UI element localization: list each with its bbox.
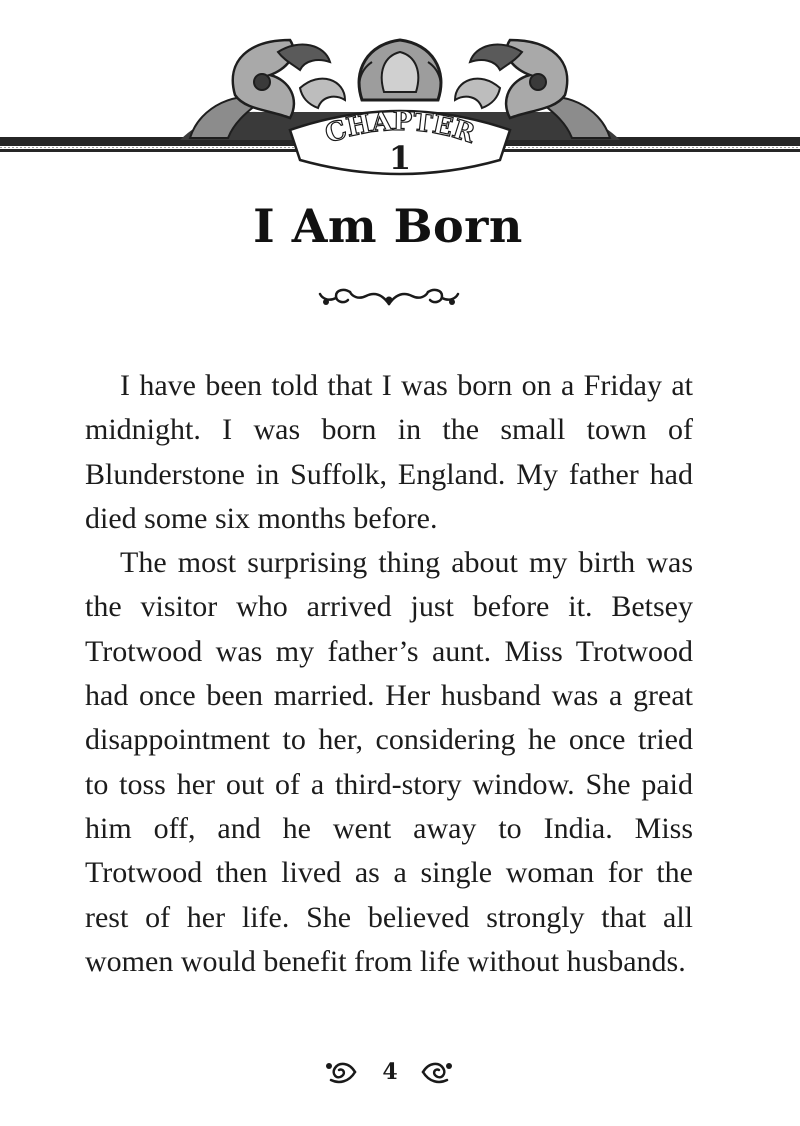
flourish-left-icon (325, 1058, 359, 1086)
page-footer (325, 1056, 455, 1088)
chapter-title: I Am Born (253, 199, 523, 253)
page-number: 4 (382, 1059, 398, 1085)
paragraph: I have been told that I was born on a Friday at midnight. I was born in the small town of Blunderstone in Suffolk, England. My father had died some six months before. (85, 369, 693, 535)
chapter-body (85, 364, 693, 984)
flourish-right-icon (419, 1058, 453, 1086)
flourish-divider-icon (314, 284, 464, 312)
chapter-label-text: CHAPTER (321, 106, 479, 150)
paragraph: The most surprising thing about my birth was the visitor who arrived just before it. Betsey Trotwood was my father’s aunt. Miss Trotwood had once been married. Her husband was a great disappointment to her, considering he once tried to toss her out of a third-story window. She paid him off, and he went away to India. Miss Trotwood then lived as a single woman for the rest of her life. She believed strongly that all women would benefit from life without husbands. (85, 546, 693, 978)
chapter-number: 1 (388, 139, 412, 177)
